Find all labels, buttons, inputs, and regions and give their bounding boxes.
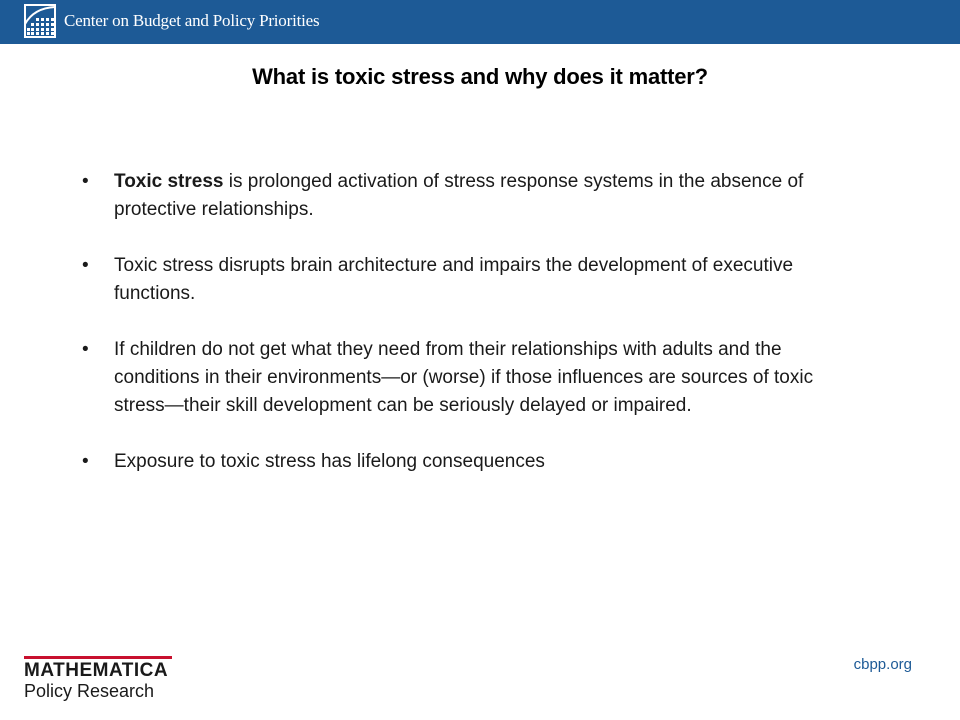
bullet-text: is prolonged activation of stress response systems in the absence of protective relationships. bbox=[114, 171, 804, 220]
bullet-item bbox=[82, 448, 852, 476]
bullet-bold-text: Toxic stress bbox=[114, 171, 224, 192]
bullet-dot: • bbox=[82, 451, 89, 472]
bullet-list bbox=[82, 168, 852, 504]
bullet-dot: • bbox=[82, 339, 89, 360]
bullet-text: Toxic stress disrupts brain architecture and impairs the development of executive functions. bbox=[114, 255, 794, 304]
header-bar bbox=[0, 0, 960, 44]
bullet-item bbox=[82, 336, 852, 420]
mathematica-logo bbox=[24, 656, 172, 701]
bullet-dot: • bbox=[82, 171, 89, 192]
bullet-item bbox=[82, 168, 852, 224]
bullet-text: Exposure to toxic stress has lifelong consequences bbox=[114, 451, 545, 472]
slide-title: What is toxic stress and why does it matter? bbox=[252, 64, 708, 89]
bullet-item bbox=[82, 252, 852, 308]
cbpp-grid-logo-icon bbox=[24, 4, 56, 38]
bullet-dot: • bbox=[82, 255, 89, 276]
org-name: Center on Budget and Policy Priorities bbox=[64, 11, 320, 30]
mathematica-subtitle: Policy Research bbox=[24, 681, 155, 701]
logo-rule bbox=[24, 656, 172, 659]
site-url: cbpp.org bbox=[853, 656, 912, 673]
bullet-text: If children do not get what they need from their relationships with adults and the conditions in their environments—or (worse) if those influences are sources of toxic stress—their skill development can be seriously delayed or impaired. bbox=[114, 339, 814, 416]
mathematica-wordmark: MATHEMATICA bbox=[24, 660, 169, 681]
